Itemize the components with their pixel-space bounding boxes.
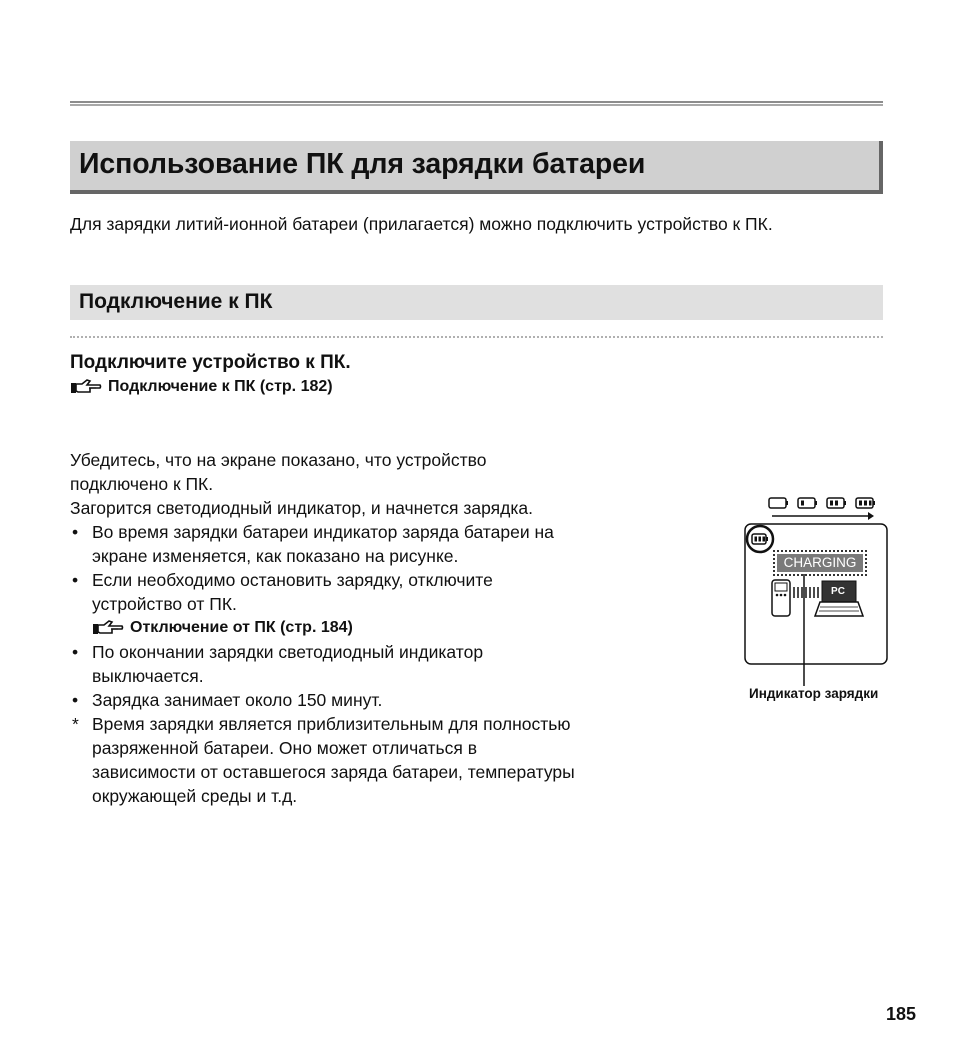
- connection-icon: [794, 587, 818, 598]
- bullet-marker: •: [72, 642, 79, 662]
- top-rule: [70, 101, 883, 106]
- list-item: [70, 688, 580, 712]
- bullet-marker: •: [72, 690, 79, 710]
- dotted-divider: [70, 336, 883, 338]
- disconnect-reference[interactable]: [92, 616, 580, 640]
- pointing-hand-icon: [70, 379, 102, 395]
- battery-low-icon: [798, 498, 817, 508]
- disconnect-reference-text: Отключение от ПК (стр. 184): [130, 619, 353, 636]
- list-item: [70, 712, 580, 808]
- pc-label: PC: [823, 584, 853, 600]
- step-reference[interactable]: [70, 378, 333, 396]
- title-box: [70, 141, 883, 194]
- battery-mid-icon: [827, 498, 846, 508]
- paragraph-1: Убедитесь, что на экране показано, что устройство подключено к ПК.: [70, 450, 487, 494]
- intro-text: Для зарядки литий-ионной батареи (прилагается) можно подключить устройство к ПК.: [70, 214, 773, 234]
- battery-empty-icon: [769, 498, 788, 508]
- charging-figure: [740, 490, 890, 710]
- body-text: [70, 448, 580, 808]
- list-item-text: Зарядка занимает около 150 минут.: [92, 690, 383, 710]
- page-number: 185: [886, 1004, 917, 1024]
- section-title: Подключение к ПК: [79, 290, 273, 313]
- battery-indicator-icon: [747, 526, 773, 552]
- page-title: Использование ПК для зарядки батареи: [79, 148, 646, 180]
- sequence-arrow-icon: [772, 512, 874, 520]
- paragraph-2: Загорится светодиодный индикатор, и начнется зарядка.: [70, 498, 533, 518]
- charging-status-label: CHARGING: [777, 554, 863, 572]
- list-item: [70, 640, 580, 688]
- recorder-icon: [772, 580, 790, 616]
- section-header: [70, 285, 883, 320]
- pointing-hand-icon: [92, 620, 124, 636]
- step-title: Подключите устройство к ПК.: [70, 352, 351, 373]
- figure-caption: Индикатор зарядки: [749, 686, 879, 701]
- list-item-text: Время зарядки является приблизительным для полностью разряженной батареи. Оно может отличаться в зависимости от оставшегося заряда батареи, температуры окружающей среды и т.д.: [92, 714, 575, 806]
- battery-sequence: [769, 498, 875, 508]
- list-item-text: По окончании зарядки светодиодный индикатор выключается.: [92, 642, 484, 686]
- list-item: [70, 520, 580, 568]
- battery-full-icon: [856, 498, 875, 508]
- step-reference-text: Подключение к ПК (стр. 182): [108, 378, 333, 395]
- footnote-marker: *: [72, 714, 79, 734]
- bullet-marker: •: [72, 522, 79, 542]
- list-item-text: Если необходимо остановить зарядку, отключите устройство от ПК.: [92, 570, 493, 614]
- bullet-marker: •: [72, 570, 79, 590]
- list-item-text: Во время зарядки батареи индикатор заряда батареи на экране изменяется, как показано на рисунке.: [92, 522, 554, 566]
- list-item: [70, 568, 580, 640]
